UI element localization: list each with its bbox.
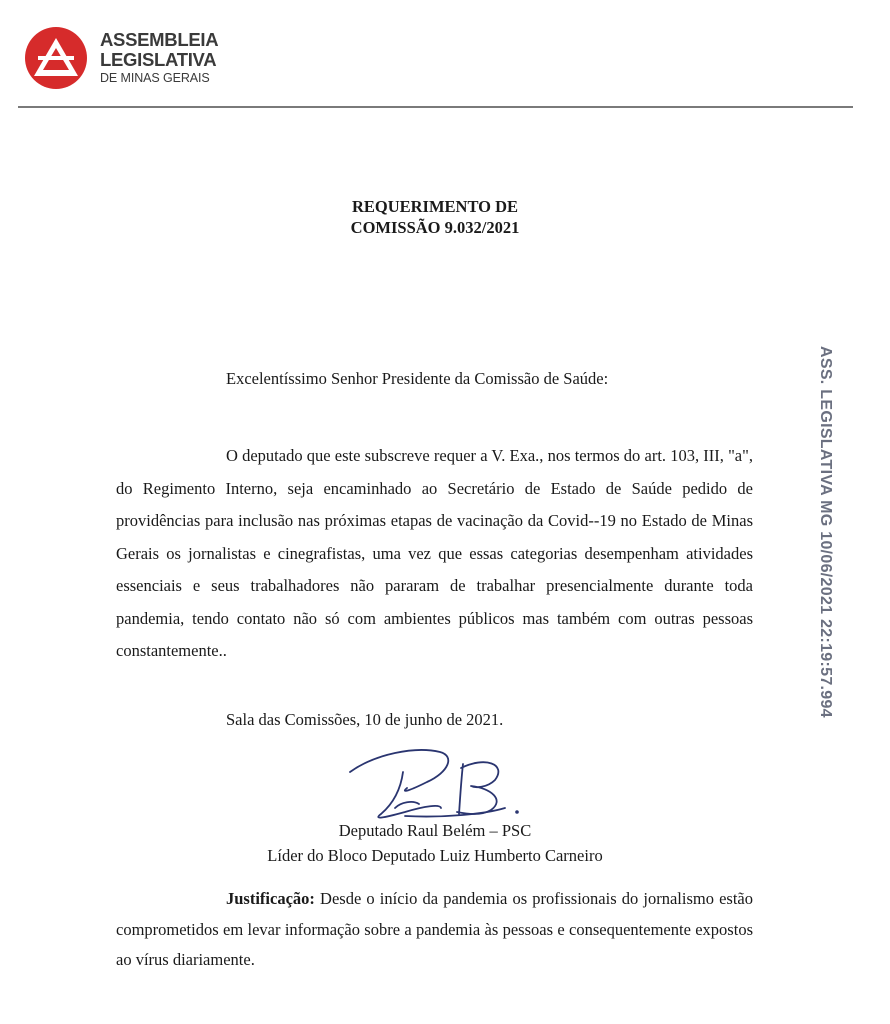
justification-label: Justificação: — [226, 889, 315, 908]
justification-text: Desde o início da pandemia os profissionais do jornalismo estão comprometidos em levar informação sobre a pandemia às pessoas e consequentemente expostos ao vírus diariamente. — [116, 889, 753, 969]
salutation: Excelentíssimo Senhor Presidente da Comissão de Saúde: — [226, 369, 609, 388]
triangle-logo-icon — [22, 26, 90, 90]
title-line-1: REQUERIMENTO DE — [351, 197, 519, 216]
header-divider — [18, 106, 853, 108]
signer-role: Líder do Bloco Deputado Luiz Humberto Carneiro — [267, 846, 603, 865]
protocol-stamp: ASS. LEGISLATIVA MG 10/06/2021 22:19:57.994 — [817, 346, 834, 718]
logo-line-2: LEGISLATIVA — [100, 49, 217, 70]
assembly-logo — [22, 26, 222, 92]
logo-line-1: ASSEMBLEIA — [100, 29, 219, 50]
title-line-2: COMISSÃO 9.032/2021 — [350, 218, 520, 237]
document-title — [0, 196, 870, 238]
handwritten-signature — [345, 742, 530, 822]
place-date: Sala das Comissões, 10 de junho de 2021. — [226, 710, 504, 729]
signer-name: Deputado Raul Belém – PSC — [338, 821, 532, 840]
justification-paragraph — [116, 884, 753, 976]
logo-line-3: DE MINAS GERAIS — [100, 71, 210, 85]
request-body: O deputado que este subscreve requer a V. Exa., nos termos do art. 103, III, "a", do Regimento Interno, seja encaminhado ao Secretário de Estado de Saúde pedido de providências para inclusão nas próximas etapas de vacinação da Covid--19 no Estado de Minas Gerais os jornalistas e cinegrafistas, uma vez que essas categorias desempenham atividades essenciais e seus trabalhadores não pararam de trabalhar presencialmente durante toda pandemia, tendo contato não só com ambientes públicos mas também com outras pessoas constantemente.. — [116, 446, 753, 660]
logo-wordmark — [100, 30, 218, 86]
